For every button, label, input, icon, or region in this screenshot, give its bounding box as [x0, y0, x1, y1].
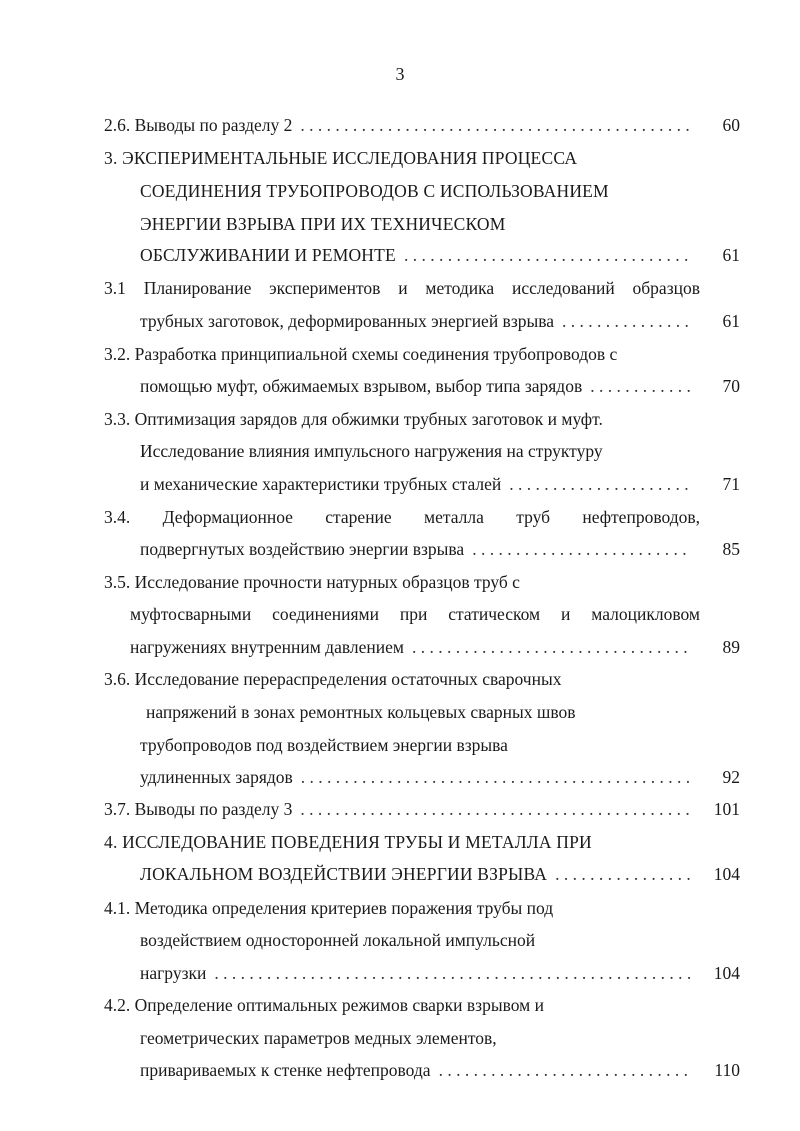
toc-page-number: 61 — [722, 245, 740, 265]
toc-page-number: 89 — [722, 637, 740, 657]
toc-page-number: 104 — [713, 864, 740, 884]
toc-entry-title: и механические характеристики трубных сталей — [140, 474, 502, 494]
toc-entry-3-3-line-2: Исследование влияния импульсного нагружения на структуру — [140, 441, 603, 461]
toc-entry-4-1-line-2: воздействием односторонней локальной импульсной — [140, 930, 536, 950]
toc-entry-title: трубных заготовок, деформированных энергией взрыва — [140, 311, 555, 331]
toc-entry-3-line-3: ЭНЕРГИИ ВЗРЫВА ПРИ ИХ ТЕХНИЧЕСКОМ — [140, 214, 506, 234]
leader-dots — [555, 863, 692, 885]
toc-entry-3-6-line-1: 3.6. Исследование перераспределения остаточных сварочных — [104, 669, 562, 689]
toc-page-number: 104 — [713, 963, 740, 983]
toc-entry-3-5-line-1: 3.5. Исследование прочности натурных образцов труб с — [104, 572, 520, 592]
toc-entry-title: ОБСЛУЖИВАНИИ И РЕМОНТЕ — [140, 245, 396, 265]
leader-dots — [301, 766, 692, 788]
leader-dots — [509, 473, 692, 495]
toc-entry-title: подвергнутых воздействию энергии взрыва — [140, 539, 465, 559]
toc-entry-3-1-line-2 — [140, 310, 700, 332]
toc-entry-3-3-line-3 — [140, 473, 700, 495]
toc-entry-3-2-line-2 — [140, 375, 700, 397]
toc-entry-4-line-1: 4. ИССЛЕДОВАНИЕ ПОВЕДЕНИЯ ТРУБЫ И МЕТАЛЛА ПРИ — [104, 832, 592, 852]
toc-entry-4-1-line-1: 4.1. Методика определения критериев поражения трубы под — [104, 898, 554, 918]
toc-entry-title: привариваемых к стенке нефтепровода — [140, 1060, 431, 1080]
toc-entry-4-2-line-3 — [140, 1059, 700, 1081]
toc-page-number: 71 — [722, 474, 740, 494]
leader-dots — [214, 962, 692, 984]
toc-entry-3-1-line-1: 3.1 Планирование экспериментов и методика исследований образцов — [104, 278, 700, 298]
leader-dots — [300, 114, 692, 136]
leader-dots — [472, 538, 692, 560]
toc-entry-title: 3.7. Выводы по разделу 3 — [104, 799, 293, 819]
toc-page-number: 101 — [713, 799, 740, 819]
toc-entry-3-4-line-1: 3.4. Деформационное старение металла труб нефтепроводов, — [104, 507, 700, 527]
toc-entry-3-line-4 — [140, 244, 700, 266]
toc-entry-3-line-2: СОЕДИНЕНИЯ ТРУБОПРОВОДОВ С ИСПОЛЬЗОВАНИЕМ — [140, 181, 609, 201]
toc-entry-3-2-line-1: 3.2. Разработка принципиальной схемы соединения трубопроводов с — [104, 344, 618, 364]
toc-entry-4-line-2 — [140, 863, 700, 885]
toc-entry-title: 2.6. Выводы по разделу 2 — [104, 115, 293, 135]
toc-entry-title: нагрузки — [140, 963, 207, 983]
toc-entry-3-3-line-1: 3.3. Оптимизация зарядов для обжимки трубных заготовок и муфт. — [104, 409, 603, 429]
toc-page-number: 85 — [722, 539, 740, 559]
toc-entry-title: ЛОКАЛЬНОМ ВОЗДЕЙСТВИИ ЭНЕРГИИ ВЗРЫВА — [140, 864, 548, 884]
toc-entry-title: помощью муфт, обжимаемых взрывом, выбор типа зарядов — [140, 376, 583, 396]
toc-page-number: 92 — [722, 767, 740, 787]
toc-entry-title: удлиненных зарядов — [140, 767, 293, 787]
toc-entry-3-5-line-3 — [130, 636, 700, 658]
toc-page-number: 70 — [722, 376, 740, 396]
leader-dots — [300, 798, 692, 820]
toc-entry-3-6-line-4 — [140, 766, 700, 788]
toc-entry-3-7 — [104, 798, 700, 820]
leader-dots — [412, 636, 692, 658]
toc-page-number: 60 — [722, 115, 740, 135]
page-number: 3 — [395, 64, 405, 84]
leader-dots — [404, 244, 692, 266]
toc-entry-3-4-line-2 — [140, 538, 700, 560]
toc-page-number: 61 — [722, 311, 740, 331]
toc-page-number: 110 — [714, 1060, 740, 1080]
toc-entry-3-6-line-2: напряжений в зонах ремонтных кольцевых сварных швов — [146, 702, 576, 722]
toc-entry-2-6 — [104, 114, 700, 136]
toc-entry-4-2-line-1: 4.2. Определение оптимальных режимов сварки взрывом и — [104, 995, 544, 1015]
toc-entry-3-6-line-3: трубопроводов под воздействием энергии взрыва — [140, 735, 508, 755]
toc-entry-title: нагружениях внутренним давлением — [130, 637, 404, 657]
toc-entry-3-5-line-2: муфтосварными соединениями при статическом и малоцикловом — [130, 604, 700, 624]
leader-dots — [439, 1059, 692, 1081]
toc-entry-3-line-1: 3. ЭКСПЕРИМЕНТАЛЬНЫЕ ИССЛЕДОВАНИЯ ПРОЦЕССА — [104, 148, 578, 168]
toc-entry-4-1-line-3 — [140, 962, 700, 984]
toc-entry-4-2-line-2: геометрических параметров медных элементов, — [140, 1028, 497, 1048]
leader-dots — [590, 375, 692, 397]
leader-dots — [562, 310, 692, 332]
